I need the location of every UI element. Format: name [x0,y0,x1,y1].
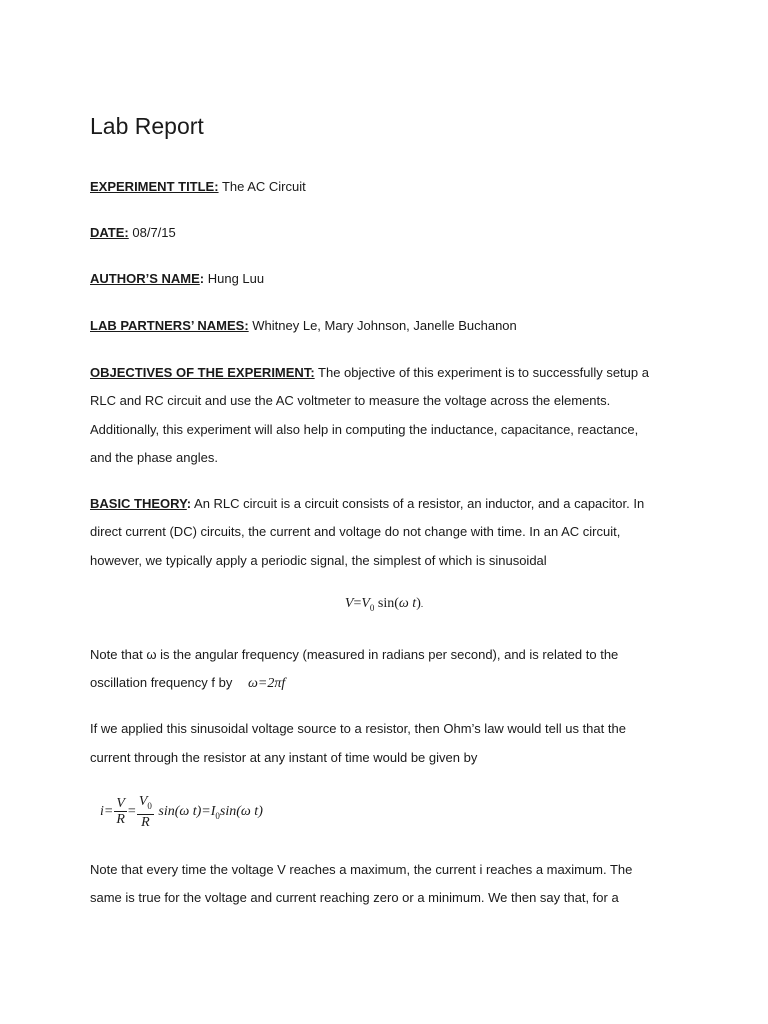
objectives-line-2: RLC and RC circuit and use the AC voltmeter to measure the voltage across the elements. [90,393,611,408]
max-line-2: same is true for the voltage and current reaching zero or a minimum. We then say that, for a [90,890,619,905]
theory-line-3: however, we typically apply a periodic signal, the simplest of which is sinusoidal [90,553,547,568]
objectives-line-4: and the phase angles. [90,450,218,465]
document-title: Lab Report [90,113,204,139]
author-sep: : [199,271,205,286]
ohm-line-2: current through the resistor at any instant of time would be given by [90,750,478,765]
eq1-equals: = [353,596,362,611]
ohm-line-1: If we applied this sinusoidal voltage source to a resistor, then Ohm’s law would tell us that the [90,721,626,736]
eq1-lhs: V [344,596,354,611]
date-label: DATE: [90,225,129,240]
eq2-fraction-2: $\frac{V_0}{R}$ [138,794,152,830]
experiment-title-line [90,178,690,196]
theory-line-2: direct current (DC) circuits, the current and voltage do not change with time. In an AC circuit, [90,524,621,539]
equation-voltage: $V=V_0$ sin(ω t). [344,596,424,613]
date-value: 08/7/15 [128,225,176,240]
eq2-fraction-1: $\frac{V}{R}$ [116,796,125,828]
experiment-title-value: The AC Circuit [218,179,306,194]
objectives-label: OBJECTIVES OF THE EXPERIMENT: [90,365,315,380]
eq1-sub: 0 [369,602,375,613]
objectives-text-1: The objective of this experiment is to successfully setup a [314,365,649,380]
eq2-equals: = [127,804,136,820]
eq2-lhs: i= [100,804,114,820]
equation-current [100,794,263,830]
omega-formula: ω=2πf [247,676,286,691]
theory-text-1: An RLC circuit is a circuit consists of a resistor, an inductor, and a capacitor. In [191,496,645,511]
author-line [90,270,690,288]
author-value: Hung Luu [204,271,265,286]
eq1-period: . [420,599,424,609]
eq1-v0: V [361,596,370,611]
theory-sep: : [186,496,192,511]
author-label: AUTHOR’S NAME [90,271,200,286]
partners-value: Whitney Le, Mary Johnson, Janelle Buchanon [248,318,517,333]
eq1-arg: ω t [398,596,417,611]
eq2-middle: sin(ω t)=I [158,804,216,820]
eq2-i-sub: 0 [215,810,220,821]
partners-line [90,317,690,335]
date-line [90,224,690,242]
theory-line-1 [90,495,690,513]
objectives-line-3: Additionally, this experiment will also help in computing the inductance, capacitance, reactance, [90,422,639,437]
eq2-end: sin(ω t) [219,804,263,820]
omega-text-2: oscillation frequency f by [90,675,233,690]
theory-label: BASIC THEORY [90,496,187,511]
experiment-title-label: EXPERIMENT TITLE: [90,179,219,194]
max-line-1: Note that every time the voltage V reaches a maximum, the current i reaches a maximum. The [90,862,633,877]
partners-label: LAB PARTNERS’ NAMES: [90,318,249,333]
eq1-sin: sin [377,596,395,611]
objectives-line-1 [90,364,690,382]
omega-line-1: Note that ω is the angular frequency (measured in radians per second), and is related to the [90,647,619,662]
omega-line-2 [90,674,690,693]
